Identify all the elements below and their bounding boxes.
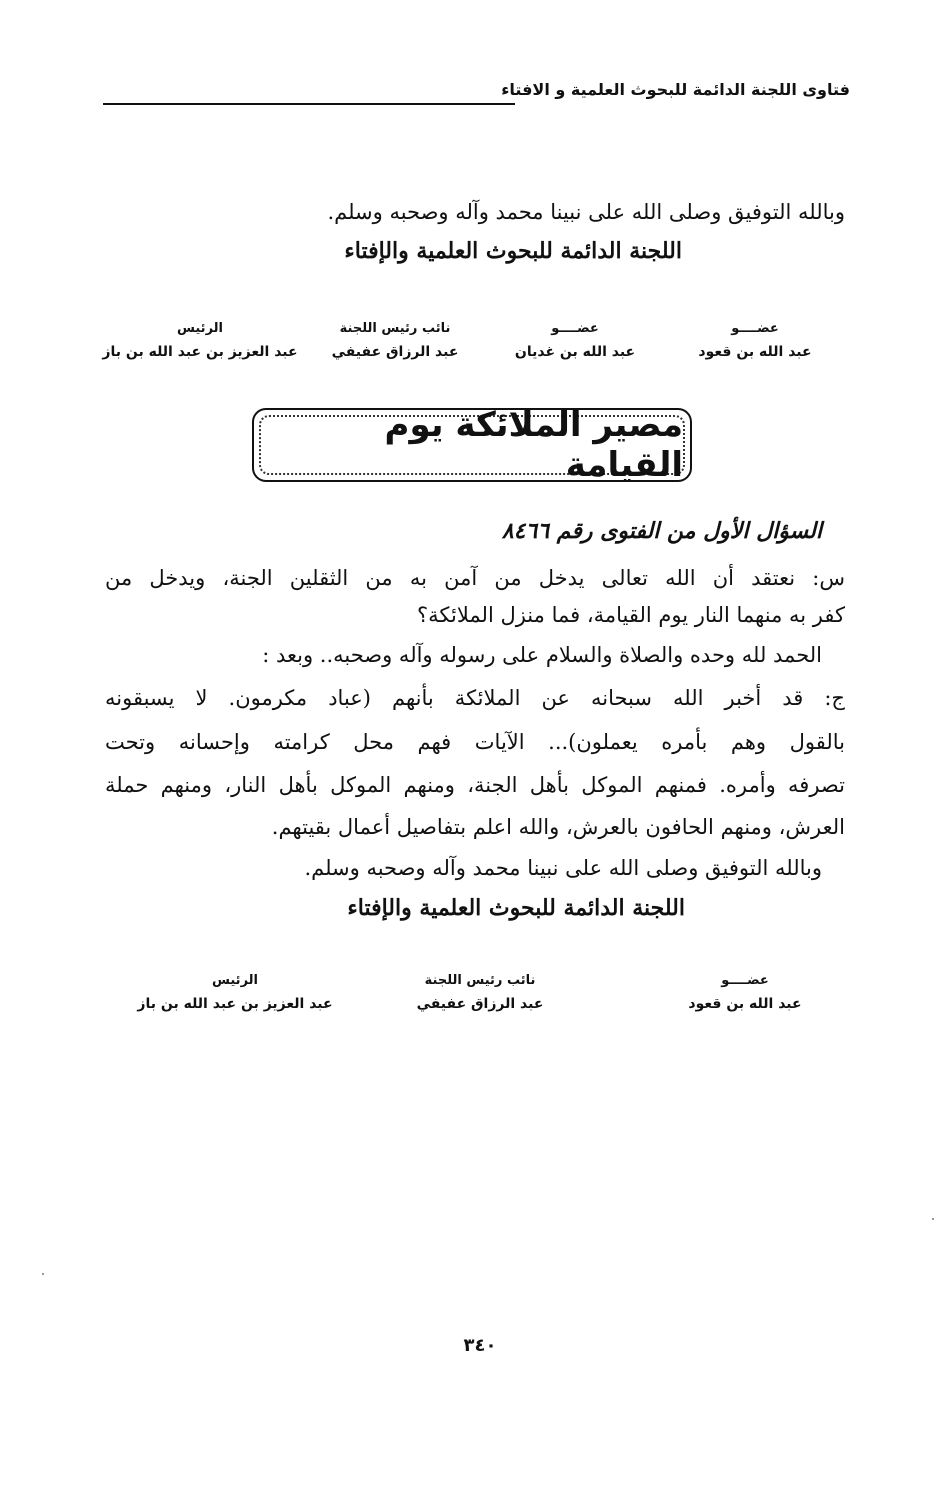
bottom-closing-line: وبالله التوفيق وصلى الله على نبينا محمد وآله وصحبه وسلم. xyxy=(304,856,822,880)
section-title-frame xyxy=(252,405,692,485)
top-signatory-2 xyxy=(495,318,655,364)
question-line-1: س: نعتقد أن الله تعالى يدخل من آمن به من الثقلين الجنة، ويدخل من xyxy=(105,566,845,590)
signatory-role: عضــــو xyxy=(731,321,779,336)
running-header: فتاوى اللجنة الدائمة للبحوث العلمية و الافتاء xyxy=(501,80,850,99)
top-signatory-1 xyxy=(670,318,840,364)
answer-line-1: ج: قد أخبر الله سبحانه عن الملائكة بأنهم (عباد مكرمون. لا يسبقونه xyxy=(105,686,845,710)
signatory-role: نائب رئيس اللجنة xyxy=(424,973,536,988)
signatory-role: عضــــو xyxy=(721,973,769,988)
signatory-name: عبد الرزاق عفيفي xyxy=(416,996,544,1012)
scan-speck xyxy=(932,1218,934,1220)
signatory-name: عبد الله بن غديان xyxy=(514,344,636,360)
bottom-signatures xyxy=(110,970,810,1030)
section-title: مصير الملائكة يوم القيامة xyxy=(384,405,683,485)
answer-intro: الحمد لله وحده والصلاة والسلام على رسوله وآله وصحبه.. وبعد : xyxy=(262,643,822,667)
signatory-role: عضــــو xyxy=(551,321,599,336)
section-title-inner-frame xyxy=(259,405,685,485)
signatory-role: الرئيس xyxy=(212,973,258,988)
signatory-name: عبد العزيز بن عبد الله بن باز xyxy=(137,996,333,1012)
scan-speck xyxy=(42,1273,44,1275)
answer-line-3: تصرفه وأمره. فمنهم الموكل بأهل الجنة، ومنهم الموكل بأهل النار، ومنهم حملة xyxy=(105,773,845,797)
bottom-signatory-2 xyxy=(395,970,565,1016)
top-closing-line: وبالله التوفيق وصلى الله على نبينا محمد وآله وصحبه وسلم. xyxy=(327,200,845,224)
top-signatory-4 xyxy=(95,318,305,364)
top-signatory-3 xyxy=(315,318,475,364)
bottom-signatory-3 xyxy=(120,970,350,1016)
bottom-committee-name: اللجنة الدائمة للبحوث العلمية والإفتاء xyxy=(347,895,685,921)
page-number: ٣٤٠ xyxy=(463,1335,497,1356)
header-rule xyxy=(103,103,515,105)
question-line-2: كفر به منهما النار يوم القيامة، فما منزل الملائكة؟ xyxy=(417,603,845,627)
answer-line-2: بالقول وهم بأمره يعملون)... الآيات فهم محل كرامته وإحسانه وتحت xyxy=(105,730,845,754)
bottom-signatory-1 xyxy=(660,970,830,1016)
signatory-name: عبد الرزاق عفيفي xyxy=(331,344,459,360)
signatory-role: الرئيس xyxy=(177,321,223,336)
signatory-name: عبد الله بن قعود xyxy=(688,996,802,1012)
top-signatures xyxy=(102,318,812,378)
top-committee-name: اللجنة الدائمة للبحوث العلمية والإفتاء xyxy=(344,238,682,264)
signatory-role: نائب رئيس اللجنة xyxy=(339,321,451,336)
answer-line-4: العرش، ومنهم الحافون بالعرش، والله اعلم بتفاصيل أعمال بقيتهم. xyxy=(271,815,845,839)
signatory-name: عبد العزيز بن عبد الله بن باز xyxy=(102,344,298,360)
signatory-name: عبد الله بن قعود xyxy=(698,344,812,360)
question-heading: السؤال الأول من الفتوى رقم ٨٤٦٦ xyxy=(501,518,822,544)
